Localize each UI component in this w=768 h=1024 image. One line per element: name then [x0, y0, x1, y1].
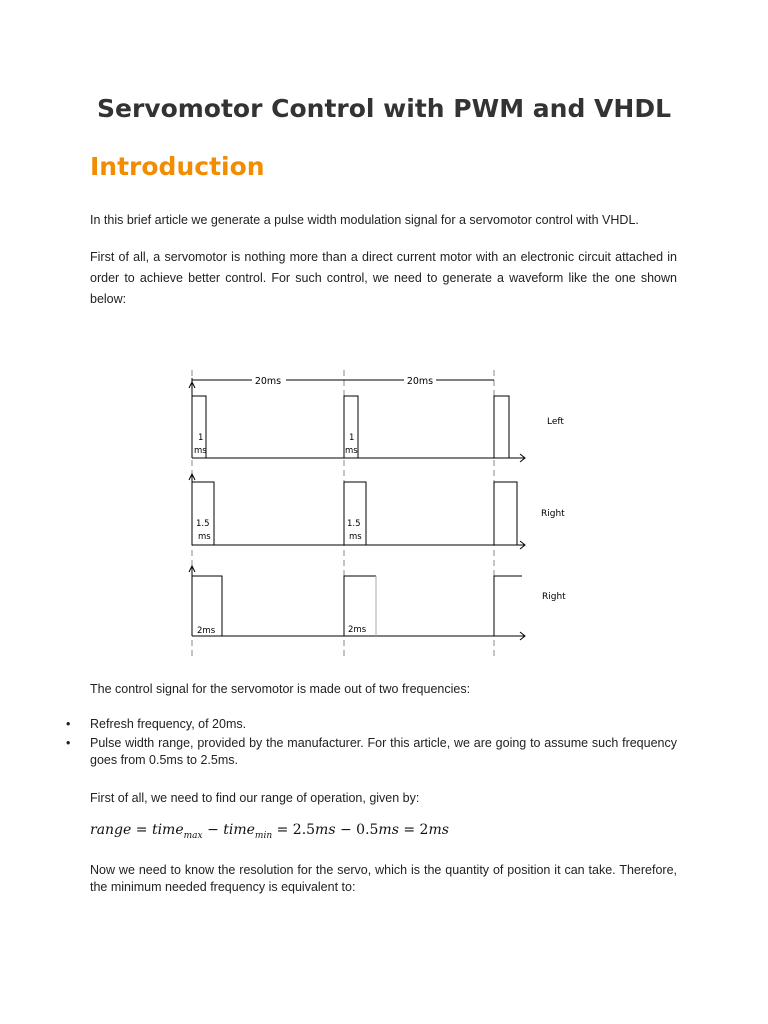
period-label-1: 20ms: [254, 376, 282, 387]
row-label-right: Right: [542, 592, 566, 602]
paragraph-resolution: Now we need to know the resolution for the servo, which is the quantity of position it can take. Therefore, the minimum needed frequency is equivalent to:: [90, 863, 677, 894]
left-pulse-label-b: ms: [194, 446, 207, 456]
center-pulse-label-b-2: ms: [349, 532, 362, 542]
paragraph-range: First of all, we need to find our range of operation, given by:: [90, 791, 420, 805]
left-pulse-label-a: 1: [198, 433, 204, 443]
right-pulse-label: 2ms: [197, 626, 216, 636]
paragraph-servomotor-definition: First of all, a servomotor is nothing more than a direct current motor with an electronic circuit attached in order to achieve better control. For such control, we need to generate a waveform like the one shown below:: [90, 250, 677, 306]
right-pulse-label-2: 2ms: [348, 625, 367, 635]
list-item: • Refresh frequency, of 20ms.: [66, 717, 247, 731]
center-pulse-label-b: ms: [198, 532, 211, 542]
list-item: • Pulse width range, provided by the manufacturer. For this article, we are going to assume such frequency goes from 0.5ms to 2.5ms.: [66, 736, 677, 767]
bullet-icon: •: [66, 736, 71, 750]
range-equation: range = time$_{max}$ − time$_{min}$ = 2.5ms − 0.5ms = 2ms: [90, 822, 449, 841]
row-label-center: Right: [541, 509, 565, 519]
row-label-left: Left: [547, 417, 564, 427]
pwm-waveform-diagram: [180, 368, 590, 663]
bullet-icon: •: [66, 717, 71, 731]
section-heading-introduction: Introduction: [90, 152, 265, 181]
center-pulse-label-a: 1.5: [196, 519, 210, 529]
paragraph-intro: In this brief article we generate a pulse width modulation signal for a servomotor control with VHDL.: [90, 213, 639, 227]
paragraph-control-signal: The control signal for the servomotor is made out of two frequencies:: [90, 682, 471, 696]
period-label-2: 20ms: [406, 376, 434, 387]
center-pulse-label-a-2: 1.5: [347, 519, 361, 529]
page-title: Servomotor Control with PWM and VHDL: [96, 94, 671, 123]
frequency-list: [60, 716, 677, 771]
left-pulse-label-b-2: ms: [345, 446, 358, 456]
left-pulse-label-a-2: 1: [349, 433, 355, 443]
